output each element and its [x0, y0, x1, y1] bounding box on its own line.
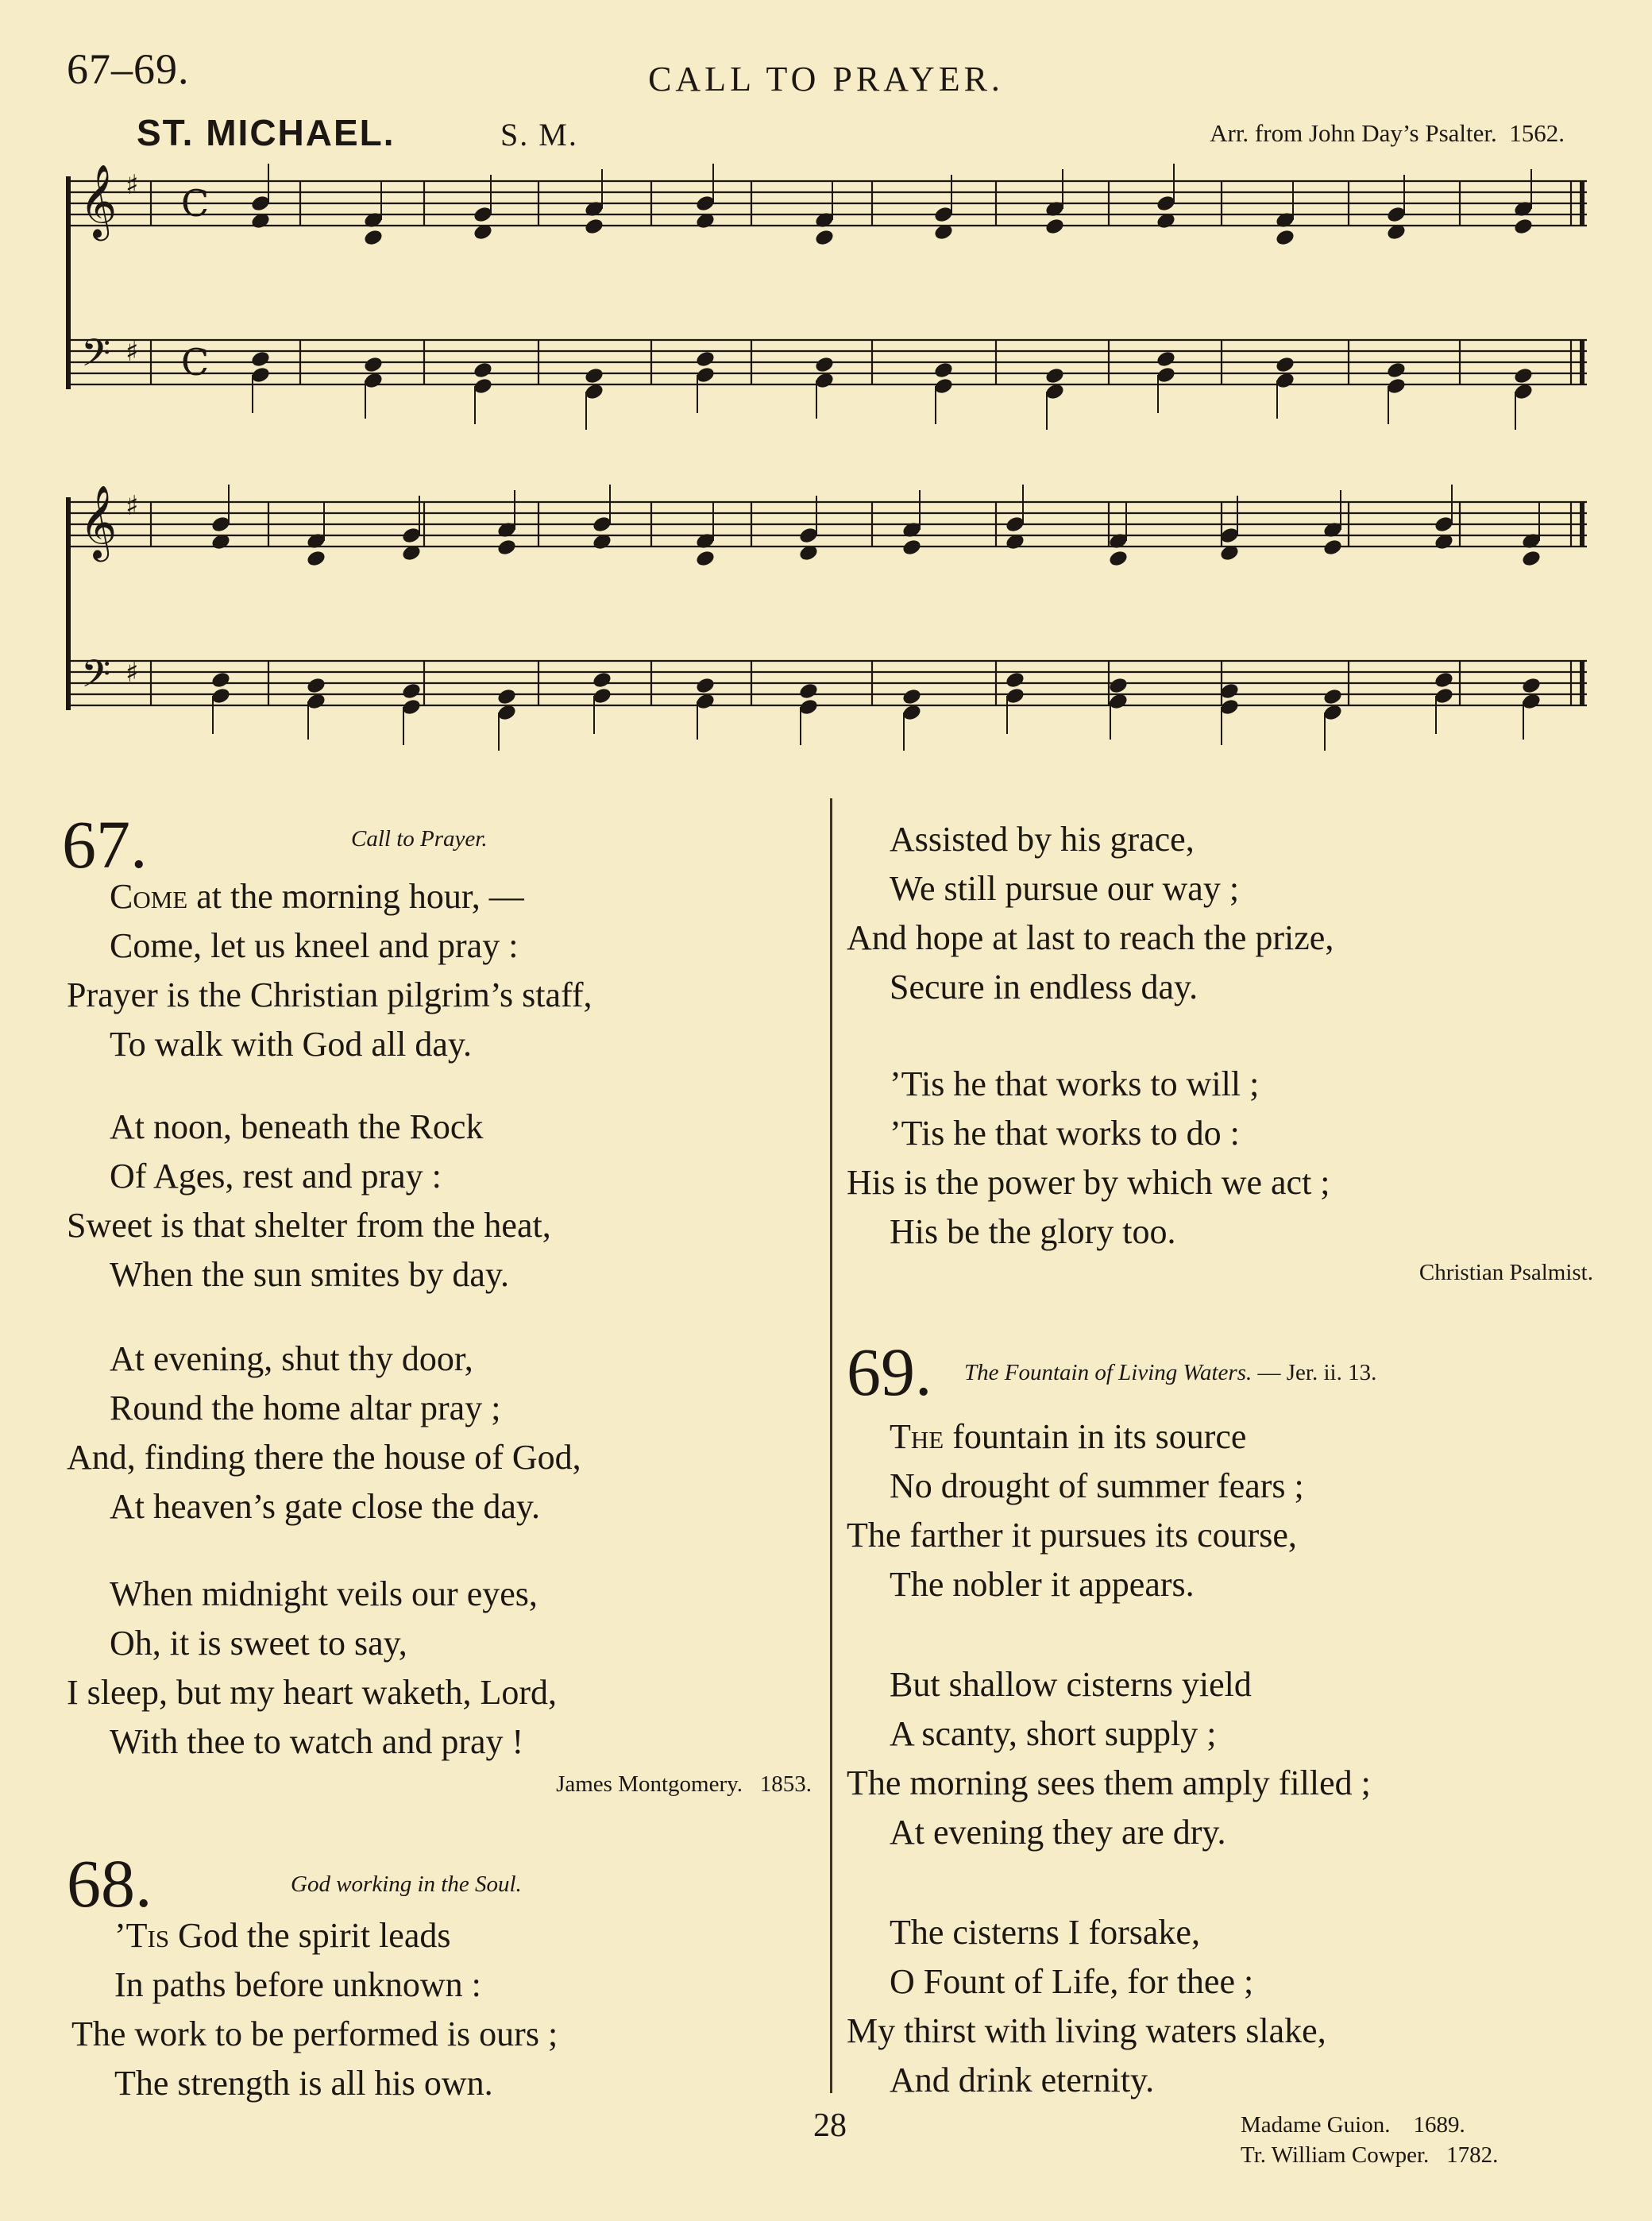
notehead: [1386, 361, 1407, 380]
stanza-line: Come, let us kneel and pray :: [110, 926, 519, 965]
notehead: [363, 228, 384, 247]
stanza-line: We still pursue our way ;: [890, 869, 1240, 908]
notehead: [592, 670, 613, 689]
stanza-line: The farther it pursues its course,: [847, 1516, 1297, 1555]
hymn-68-author: Christian Psalmist.: [1418, 1260, 1593, 1285]
notehead: [1513, 217, 1534, 236]
stanza-line: Oh, it is sweet to say,: [110, 1624, 407, 1663]
hymn-67-number: 67.: [62, 806, 148, 883]
stanza-line: The nobler it appears.: [890, 1565, 1195, 1604]
stanza-line: The morning sees them amply filled ;: [847, 1763, 1371, 1802]
stanza-line: His be the glory too.: [890, 1212, 1176, 1251]
hymn-69-stanza-1: [847, 1412, 1304, 1609]
notehead: [210, 670, 232, 689]
hymn-69-year: 1689.: [1413, 2112, 1465, 2138]
treble-clef: 𝄞: [79, 164, 118, 238]
bass-clef: 𝄢: [81, 330, 111, 384]
stanza-line: And, finding there the house of God,: [67, 1438, 581, 1477]
notehead: [473, 361, 494, 380]
hymn-range: 67–69.: [67, 45, 190, 93]
stanza-line: My thirst with living waters slake,: [847, 2011, 1326, 2050]
stanza-line: Sweet is that shelter from the heat,: [67, 1206, 551, 1245]
notehead: [496, 687, 518, 706]
hymn-67-stanza-1: [67, 872, 592, 1069]
hymn-69-translator-year: 1782.: [1446, 2142, 1499, 2168]
notehead: [1434, 670, 1455, 689]
stanza-line: The strength is all his own.: [114, 2064, 493, 2103]
stanza-line: The cisterns I forsake,: [890, 1913, 1200, 1952]
sharp-sign: ♯: [125, 490, 139, 522]
hymn-67-attribution: [556, 1771, 812, 1798]
tune-name: ST. MICHAEL.: [137, 112, 396, 153]
time-signature: C: [181, 182, 210, 225]
hymn-67-author: James Montgomery.: [556, 1771, 743, 1797]
stanza-line: The work to be performed is ours ;: [71, 2014, 558, 2053]
music-score: [62, 159, 1595, 763]
stanza-line: No drought of summer fears ;: [890, 1466, 1304, 1505]
page-title: CALL TO PRAYER.: [648, 60, 1004, 98]
notehead: [814, 228, 836, 247]
stanza-line: To walk with God all day.: [110, 1025, 472, 1064]
stanza-line: at the morning hour, —: [187, 877, 524, 916]
notehead: [584, 217, 605, 236]
hymn-69-heading: The Fountain of Living Waters.: [964, 1360, 1253, 1385]
notehead: [306, 676, 327, 695]
bass-clef: 𝄢: [81, 651, 111, 705]
hymn-69-first-word: The: [890, 1417, 944, 1456]
hymn-69-heading-line: [964, 1360, 1376, 1386]
hymn-68-stanza-1: [71, 1911, 558, 2108]
stanza-line: A scanty, short supply ;: [890, 1714, 1217, 1753]
hymn-67-stanza-3: [67, 1335, 581, 1532]
hymn-69-number: 69.: [847, 1334, 932, 1410]
stanza-line: Round the home altar pray ;: [110, 1389, 501, 1427]
notehead: [1275, 355, 1296, 374]
stanza-line: When midnight veils our eyes,: [110, 1574, 538, 1613]
column-divider: [830, 798, 832, 2093]
notehead: [695, 676, 716, 695]
sharp-sign: ♯: [125, 336, 139, 368]
hymn-68-first-word: ’Tis: [114, 1916, 170, 1955]
hymn-69-stanza-2: [847, 1660, 1371, 1857]
stanza-line: At evening, shut thy door,: [110, 1339, 473, 1378]
stanza-line: Of Ages, rest and pray :: [110, 1157, 442, 1195]
notehead: [798, 682, 820, 701]
notehead: [306, 549, 327, 568]
hymn-69-attribution: [1241, 2110, 1498, 2170]
hymn-69-author: Madame Guion.: [1241, 2112, 1391, 2138]
stanza-line: fountain in its source: [944, 1417, 1247, 1456]
hymn-69-translator: Tr. William Cowper.: [1241, 2142, 1430, 2168]
stanza-line: I sleep, but my heart waketh, Lord,: [67, 1673, 558, 1712]
notehead: [1521, 549, 1542, 568]
stanza-line: But shallow cisterns yield: [890, 1665, 1252, 1704]
arrangement-credit: [1210, 119, 1565, 148]
notehead: [1322, 687, 1344, 706]
notehead: [1044, 366, 1066, 385]
hymn-68-heading: God working in the Soul.: [291, 1871, 522, 1897]
meter: S. M.: [500, 117, 578, 153]
notehead: [584, 366, 605, 385]
stanza-line: In paths before unknown :: [114, 1965, 481, 2004]
stanza-line: ’Tis he that works to will ;: [890, 1064, 1260, 1103]
notehead: [1275, 228, 1296, 247]
notehead: [1108, 676, 1129, 695]
notehead: [496, 538, 518, 557]
treble-clef: 𝄞: [79, 485, 118, 558]
stanza-line: And hope at last to reach the prize,: [847, 918, 1334, 957]
hymn-67-stanza-4: [67, 1570, 557, 1767]
hymn-68-stanza-2: [847, 815, 1334, 1012]
sharp-sign: ♯: [125, 169, 139, 201]
stanza-line: At evening they are dry.: [890, 1813, 1226, 1852]
notehead: [933, 361, 955, 380]
stanza-line: Assisted by his grace,: [890, 820, 1195, 859]
hymn-67-heading: Call to Prayer.: [351, 826, 488, 852]
page-number: 28: [813, 2107, 847, 2144]
notehead: [1513, 366, 1534, 385]
notehead: [1044, 217, 1066, 236]
notehead: [901, 538, 923, 557]
notehead: [250, 350, 272, 369]
stanza-line: His is the power by which we act ;: [847, 1163, 1330, 1202]
stanza-line: Prayer is the Christian pilgrim’s staff,: [67, 975, 592, 1014]
arrangement-year: 1562.: [1509, 119, 1565, 147]
notehead: [695, 549, 716, 568]
arrangement-source: Arr. from John Day’s Psalter.: [1210, 119, 1497, 147]
hymn-68-stanza-3: [847, 1060, 1330, 1257]
notehead: [1521, 676, 1542, 695]
stanza-line: ’Tis he that works to do :: [890, 1114, 1240, 1153]
hymn-67-stanza-2: [67, 1103, 551, 1300]
notehead: [401, 682, 423, 701]
notehead: [363, 355, 384, 374]
notehead: [901, 687, 923, 706]
notehead: [1005, 670, 1026, 689]
hymn-69-reference: — Jer. ii. 13.: [1257, 1360, 1377, 1385]
notehead: [1322, 538, 1344, 557]
hymn-68-number: 68.: [67, 1845, 152, 1922]
notehead: [814, 355, 836, 374]
stanza-line: And drink eternity.: [890, 2061, 1155, 2099]
stanza-line: Secure in endless day.: [890, 968, 1198, 1006]
stanza-line: With thee to watch and pray !: [110, 1722, 524, 1761]
notehead: [1156, 350, 1177, 369]
hymn-69-stanza-3: [847, 1908, 1326, 2105]
stanza-line: At noon, beneath the Rock: [110, 1107, 484, 1146]
stanza-line: O Fount of Life, for thee ;: [890, 1962, 1254, 2001]
time-signature: C: [181, 341, 210, 384]
sharp-sign: ♯: [125, 657, 139, 689]
stanza-line: When the sun smites by day.: [110, 1255, 510, 1294]
hymn-67-year: 1853.: [759, 1771, 812, 1797]
stanza-line: God the spirit leads: [169, 1916, 451, 1955]
notehead: [1108, 549, 1129, 568]
hymn-67-first-word: Come: [110, 877, 188, 916]
notehead: [695, 350, 716, 369]
stanza-line: At heaven’s gate close the day.: [110, 1487, 541, 1526]
